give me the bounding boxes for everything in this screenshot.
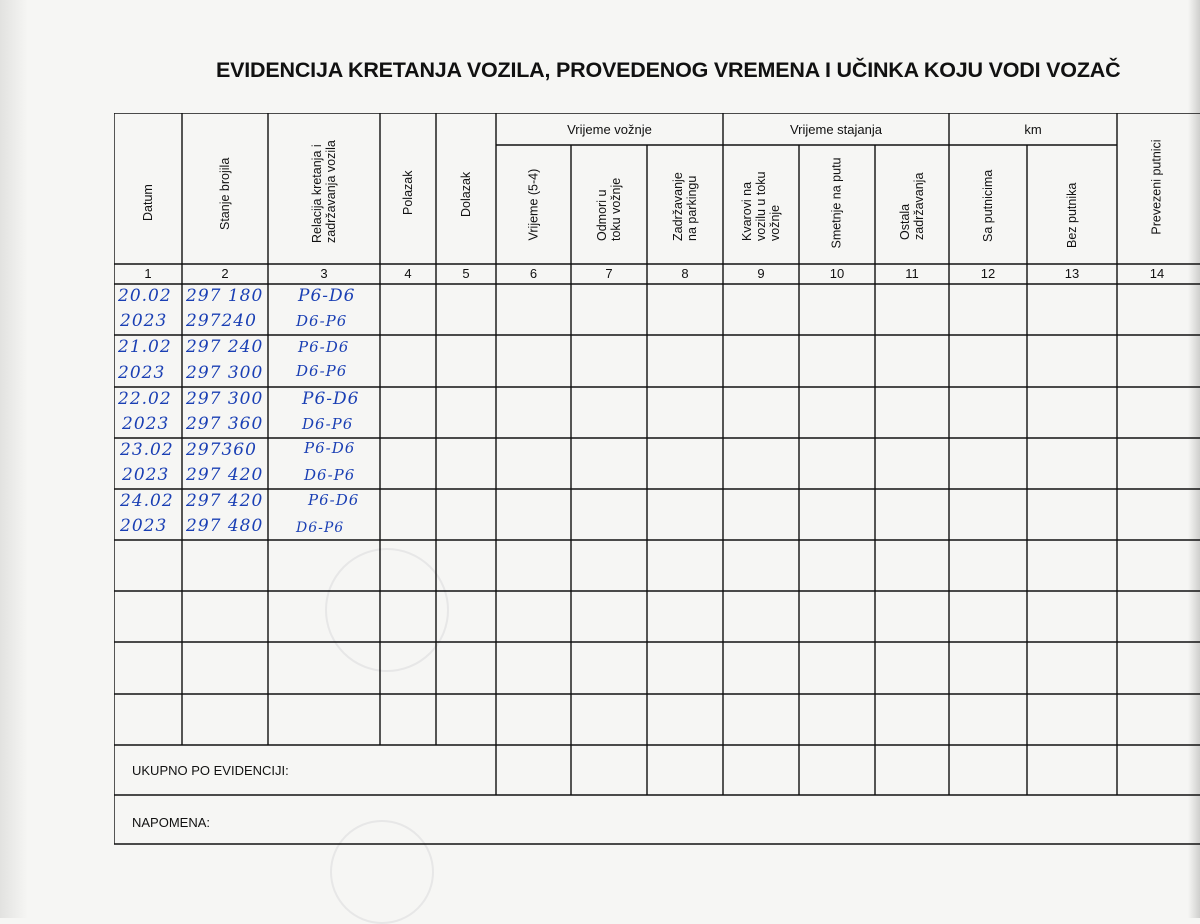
entry-date-line2: 2023 — [120, 311, 168, 331]
col-number-10: 10 — [829, 266, 845, 281]
entry-date-line2: 2023 — [122, 414, 170, 434]
entry-route-line1: P6-D6 — [302, 389, 360, 409]
group-km: km — [1024, 122, 1042, 137]
page-edge-shadow — [0, 0, 28, 918]
header-bez-putnika: Bez putnika — [1065, 182, 1079, 248]
entry-meter-line2: 297 420 — [186, 465, 264, 485]
entry-meter-line1: 297 180 — [186, 286, 264, 306]
entry-meter-line1: 297360 — [186, 440, 257, 460]
col-number-2: 2 — [221, 266, 229, 281]
entry-date-line1: 22.02 — [118, 389, 172, 409]
header-ostala: Ostala zadržavanja — [898, 172, 926, 240]
col-number-1: 1 — [144, 266, 152, 281]
note-label: NAPOMENA: — [132, 815, 211, 830]
header-prevezeni-putnici: Prevezeni putnici — [1150, 139, 1165, 235]
header-dolazak: Dolazak — [459, 171, 473, 217]
entry-date-line1: 20.02 — [118, 286, 172, 306]
entry-meter-line2: 297 300 — [186, 363, 264, 383]
col-number-7: 7 — [605, 266, 613, 281]
group-vrijeme-voznje: Vrijeme vožnje — [567, 122, 652, 137]
entry-date-line1: 23.02 — [120, 440, 174, 460]
header-polazak: Polazak — [401, 170, 415, 215]
entry-date-line1: 24.02 — [120, 491, 174, 511]
entry-meter-line2: 297 480 — [186, 516, 264, 536]
entry-route-line1: P6-D6 — [298, 286, 356, 306]
entry-route-line2: D6-P6 — [296, 362, 348, 380]
total-label: UKUPNO PO EVIDENCIJI: — [132, 763, 289, 778]
entry-route-line2: D6-P6 — [304, 466, 356, 484]
header-zadrzavanje-parking: Zadržavanje na parkingu — [671, 172, 699, 241]
entry-route-line1: P6-D6 — [304, 439, 356, 457]
entry-date-line2: 2023 — [122, 465, 170, 485]
logbook-table — [114, 113, 1200, 845]
col-number-5: 5 — [462, 266, 470, 281]
entry-date-line2: 2023 — [118, 363, 166, 383]
col-number-8: 8 — [681, 266, 689, 281]
entry-route-line1: P6-D6 — [308, 491, 360, 509]
entry-route-line1: P6-D6 — [298, 338, 350, 356]
header-datum: Datum — [141, 184, 155, 221]
header-vrijeme: Vrijeme (5-4) — [526, 168, 541, 241]
entry-meter-line2: 297 360 — [186, 414, 264, 434]
col-number-4: 4 — [404, 266, 412, 281]
col-number-13: 13 — [1064, 266, 1080, 281]
col-number-6: 6 — [529, 266, 538, 281]
col-number-14: 14 — [1149, 266, 1165, 281]
group-vrijeme-stajanja: Vrijeme stajanja — [789, 122, 882, 137]
entry-meter-line1: 297 240 — [186, 337, 264, 357]
col-number-11: 11 — [905, 266, 919, 281]
entry-route-line2: D6-P6 — [302, 415, 354, 433]
entry-route-line2: D6-P6 — [296, 312, 348, 330]
entry-route-line2: D6-P6 — [296, 520, 345, 536]
entry-meter-line2: 297240 — [186, 311, 257, 331]
header-smetnje: Smetnje na putu — [830, 157, 845, 249]
col-number-12: 12 — [980, 266, 996, 281]
header-sa-putnicima: Sa putnicima — [981, 169, 995, 242]
header-odmori: Odmori u toku vožnje — [595, 177, 623, 241]
header-stanje-brojila: Stanje brojila — [218, 157, 232, 230]
header-kvarovi: Kvarovi na vozilu u toku vožnje — [740, 171, 782, 241]
entry-date-line1: 21.02 — [118, 337, 172, 357]
header-relacija: Relacija kretanja i zadržavanja vozila — [310, 140, 338, 243]
entry-date-line2: 2023 — [120, 516, 168, 536]
entry-meter-line1: 297 420 — [186, 491, 264, 511]
entry-meter-line1: 297 300 — [186, 389, 264, 409]
page-title: EVIDENCIJA KRETANJA VOZILA, PROVEDENOG VREMENA I UČINKA KOJU VODI VOZAČ — [216, 58, 1121, 82]
col-number-3: 3 — [320, 266, 328, 281]
col-number-9: 9 — [757, 266, 765, 281]
